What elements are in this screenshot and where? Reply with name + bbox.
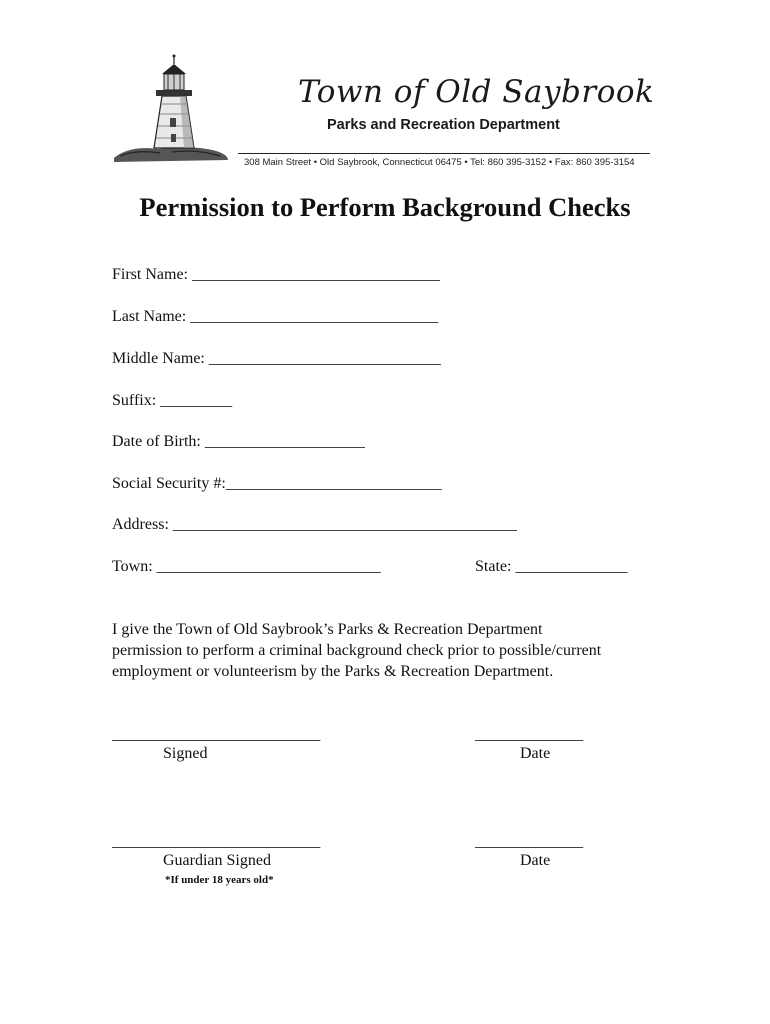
department-name: Parks and Recreation Department: [327, 117, 560, 133]
address-field[interactable]: Address: ___________________________________________: [112, 516, 517, 533]
guardian-signature-line[interactable]: ___________________________: [112, 833, 320, 850]
social-security-field[interactable]: Social Security #:___________________________: [112, 475, 442, 492]
statement-line: I give the Town of Old Saybrook’s Parks & Recreation Department: [112, 621, 543, 638]
date-of-birth-field[interactable]: Date of Birth: ____________________: [112, 433, 365, 450]
permission-statement: [112, 619, 672, 682]
lighthouse-logo: [112, 52, 230, 167]
signed-label: Signed: [163, 745, 208, 762]
page-title: Permission to Perform Background Checks: [139, 192, 631, 222]
header-divider: [238, 153, 650, 154]
date-label: Date: [520, 745, 551, 762]
statement-line: employment or volunteerism by the Parks & Recreation Department.: [112, 663, 554, 680]
guardian-signed-label: Guardian Signed: [163, 852, 271, 869]
age-note: *If under 18 years old*: [165, 874, 274, 886]
guardian-date-line[interactable]: ______________: [475, 833, 583, 850]
town-title: Town of Old Saybrook: [298, 74, 655, 110]
suffix-field[interactable]: Suffix: _________: [112, 392, 233, 409]
date-line[interactable]: ______________: [475, 726, 583, 743]
guardian-date-label: Date: [520, 852, 551, 869]
first-name-field[interactable]: First Name: _______________________________: [112, 266, 440, 283]
town-field[interactable]: Town: ____________________________: [112, 558, 381, 575]
middle-name-field[interactable]: Middle Name: _____________________________: [112, 350, 441, 367]
statement-line: permission to perform a criminal background check prior to possible/current: [112, 642, 602, 659]
signature-line[interactable]: ___________________________: [112, 726, 320, 743]
state-field[interactable]: State: ______________: [475, 558, 628, 575]
last-name-field[interactable]: Last Name: _______________________________: [112, 308, 439, 325]
contact-address: 308 Main Street • Old Saybrook, Connecticut 06475 • Tel: 860 395-3152 • Fax: 860 395-3154: [244, 157, 635, 168]
